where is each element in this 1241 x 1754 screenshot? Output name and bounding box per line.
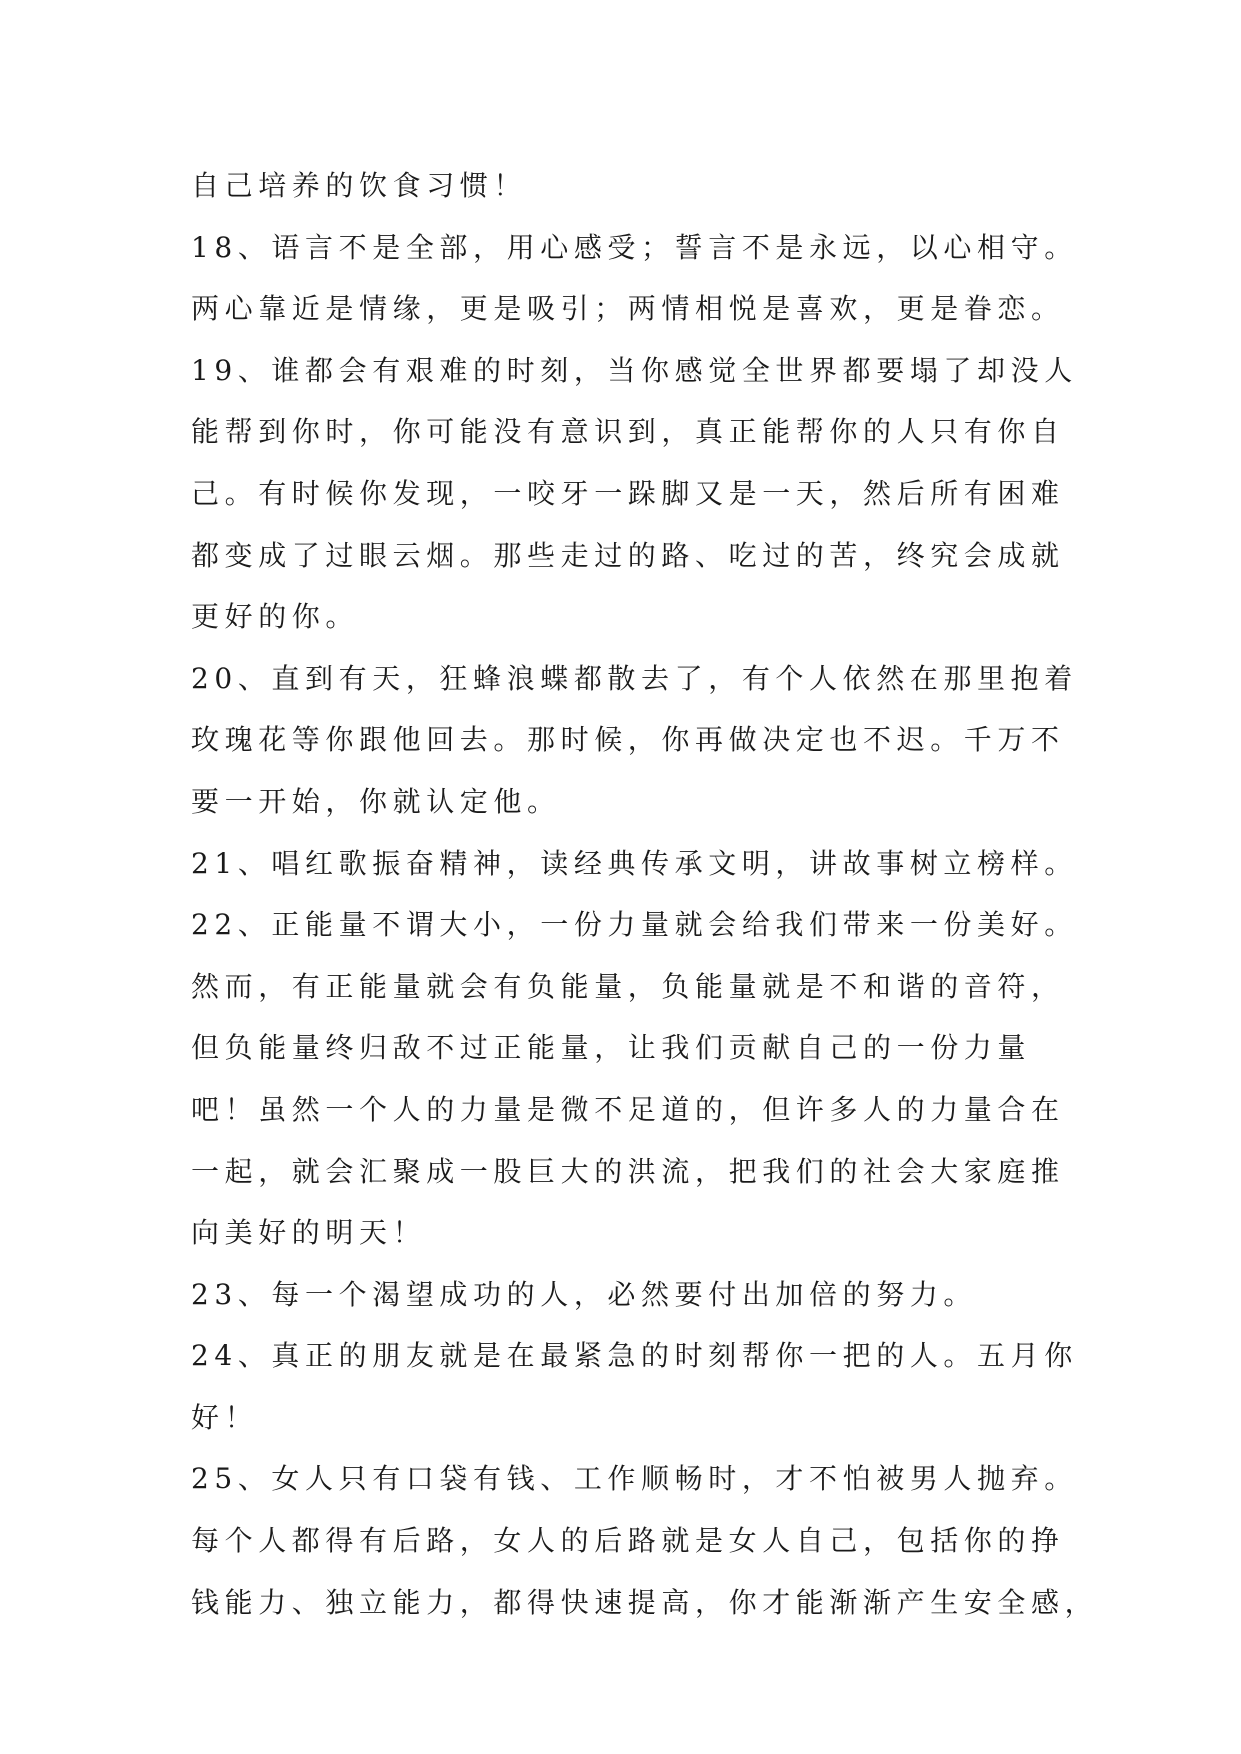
document-body [191,155,1099,1633]
text-line: 两心靠近是情缘，更是吸引；两情相悦是喜欢，更是眷恋。 [191,292,1065,326]
text-line: 24、真正的朋友就是在最紧急的时刻帮你一把的人。五月你 [191,1339,1078,1373]
text-line: 但负能量终归敌不过正能量，让我们贡献自己的一份力量 [191,1031,1032,1065]
text-line: 自己培养的饮食习惯！ [191,169,528,202]
text-line: 向美好的明天！ [191,1216,427,1250]
text-line: 好！ [191,1400,259,1434]
text-line: 然而，有正能量就会有负能量，负能量就是不和谐的音符， [191,969,1065,1003]
text-line: 要一开始，你就认定他。 [191,784,561,818]
text-line: 25、女人只有口袋有钱、工作顺畅时，才不怕被男人抛弃。 [191,1462,1078,1496]
text-line: 每个人都得有后路，女人的后路就是女人自己，包括你的挣 [191,1524,1065,1558]
text-line: 20、直到有天，狂蜂浪蝶都散去了，有个人依然在那里抱着 [191,661,1078,695]
text-line: 玫瑰花等你跟他回去。那时候，你再做决定也不迟。千万不 [191,723,1065,757]
text-line: 21、唱红歌振奋精神，读经典传承文明，讲故事树立榜样。 [191,846,1078,880]
text-line: 一起，就会汇聚成一股巨大的洪流，把我们的社会大家庭推 [191,1154,1065,1188]
text-line: 都变成了过眼云烟。那些走过的路、吃过的苦，终究会成就 [191,538,1065,572]
text-line: 18、语言不是全部，用心感受；誓言不是永远，以心相守。 [191,230,1078,264]
text-line: 吧！虽然一个人的力量是微不足道的，但许多人的力量合在 [191,1092,1065,1126]
text-line: 更好的你。 [191,600,360,634]
text-line: 能帮到你时，你可能没有意识到，真正能帮你的人只有你自 [191,415,1065,449]
text-line: 22、正能量不谓大小，一份力量就会给我们带来一份美好。 [191,908,1078,942]
text-line: 己。有时候你发现，一咬牙一跺脚又是一天，然后所有困难 [191,476,1065,510]
text-line: 23、每一个渴望成功的人，必然要付出加倍的努力。 [191,1277,978,1311]
text-line: 钱能力、独立能力，都得快速提高，你才能渐渐产生安全感， [191,1585,1099,1619]
text-line: 19、谁都会有艰难的时刻，当你感觉全世界都要塌了却没人 [191,353,1078,387]
